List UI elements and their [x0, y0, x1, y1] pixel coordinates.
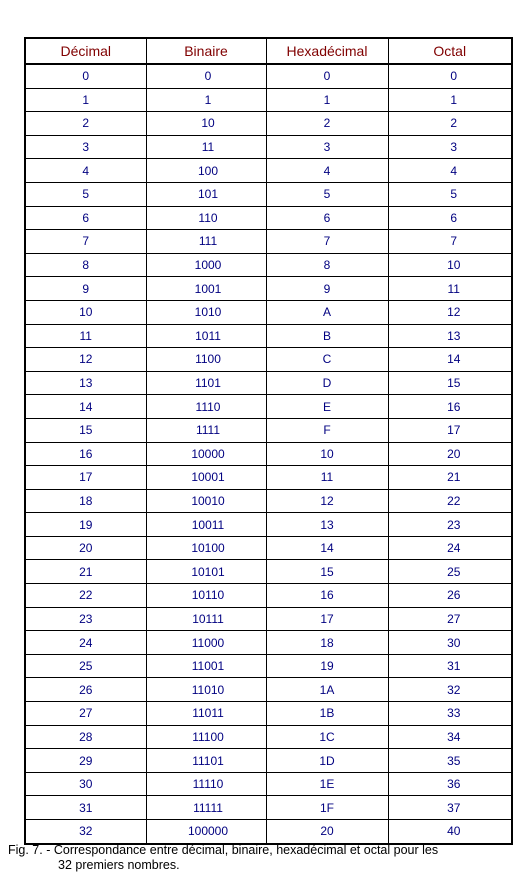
table-row: [25, 348, 512, 372]
binary-cell: 111: [146, 230, 266, 254]
binary-cell: 10110: [146, 584, 266, 608]
table-row: [25, 442, 512, 466]
binary-cell: 1101: [146, 371, 266, 395]
hexadecimal-cell: 14: [266, 536, 388, 560]
decimal-cell: 10: [25, 300, 146, 324]
hexadecimal-cell: 12: [266, 489, 388, 513]
octal-cell: 31: [388, 654, 512, 678]
table-row: [25, 725, 512, 749]
hexadecimal-cell: D: [266, 371, 388, 395]
binary-cell: 11010: [146, 678, 266, 702]
hexadecimal-cell: 7: [266, 230, 388, 254]
binary-cell: 101: [146, 182, 266, 206]
binary-cell: 100000: [146, 820, 266, 844]
decimal-cell: 8: [25, 253, 146, 277]
binary-cell: 11111: [146, 796, 266, 820]
binary-cell: 10011: [146, 513, 266, 537]
hexadecimal-cell: 4: [266, 159, 388, 183]
table-row: [25, 88, 512, 112]
hexadecimal-cell: 1D: [266, 749, 388, 773]
decimal-cell: 19: [25, 513, 146, 537]
table-row: [25, 182, 512, 206]
octal-cell: 10: [388, 253, 512, 277]
table-row: [25, 513, 512, 537]
decimal-cell: 3: [25, 135, 146, 159]
table-row: [25, 64, 512, 88]
binary-cell: 11110: [146, 772, 266, 796]
table-row: [25, 631, 512, 655]
binary-cell: 1010: [146, 300, 266, 324]
hexadecimal-cell: 0: [266, 64, 388, 88]
decimal-cell: 22: [25, 584, 146, 608]
decimal-cell: 24: [25, 631, 146, 655]
octal-cell: 3: [388, 135, 512, 159]
table-row: [25, 702, 512, 726]
binary-cell: 10111: [146, 607, 266, 631]
hexadecimal-cell: 1B: [266, 702, 388, 726]
table-row: [25, 418, 512, 442]
binary-cell: 1000: [146, 253, 266, 277]
hexadecimal-cell: E: [266, 395, 388, 419]
octal-cell: 36: [388, 772, 512, 796]
octal-cell: 40: [388, 820, 512, 844]
decimal-cell: 1: [25, 88, 146, 112]
octal-cell: 16: [388, 395, 512, 419]
table-row: [25, 253, 512, 277]
header-octal: Octal: [388, 38, 512, 64]
caption-line-2: 32 premiers nombres.: [58, 858, 180, 872]
header-binary: Binaire: [146, 38, 266, 64]
decimal-cell: 28: [25, 725, 146, 749]
hexadecimal-cell: 9: [266, 277, 388, 301]
hexadecimal-cell: 19: [266, 654, 388, 678]
binary-cell: 1: [146, 88, 266, 112]
octal-cell: 32: [388, 678, 512, 702]
table-row: [25, 749, 512, 773]
decimal-cell: 13: [25, 371, 146, 395]
header-row: [25, 38, 512, 64]
decimal-cell: 6: [25, 206, 146, 230]
octal-cell: 14: [388, 348, 512, 372]
table-row: [25, 135, 512, 159]
decimal-cell: 0: [25, 64, 146, 88]
octal-cell: 20: [388, 442, 512, 466]
binary-cell: 10010: [146, 489, 266, 513]
decimal-cell: 7: [25, 230, 146, 254]
octal-cell: 0: [388, 64, 512, 88]
binary-cell: 1110: [146, 395, 266, 419]
decimal-cell: 18: [25, 489, 146, 513]
decimal-cell: 21: [25, 560, 146, 584]
decimal-cell: 29: [25, 749, 146, 773]
octal-cell: 15: [388, 371, 512, 395]
binary-cell: 10001: [146, 466, 266, 490]
hexadecimal-cell: 8: [266, 253, 388, 277]
table-row: [25, 206, 512, 230]
hexadecimal-cell: F: [266, 418, 388, 442]
table-row: [25, 796, 512, 820]
conversion-table: [24, 37, 513, 845]
table-row: [25, 772, 512, 796]
hexadecimal-cell: 1E: [266, 772, 388, 796]
table-row: [25, 324, 512, 348]
hexadecimal-cell: B: [266, 324, 388, 348]
hexadecimal-cell: 3: [266, 135, 388, 159]
header-decimal: Décimal: [25, 38, 146, 64]
figure-caption: [8, 843, 513, 873]
hexadecimal-cell: 1C: [266, 725, 388, 749]
table-row: [25, 277, 512, 301]
decimal-cell: 12: [25, 348, 146, 372]
hexadecimal-cell: 1F: [266, 796, 388, 820]
binary-cell: 11101: [146, 749, 266, 773]
octal-cell: 17: [388, 418, 512, 442]
hexadecimal-cell: 11: [266, 466, 388, 490]
decimal-cell: 30: [25, 772, 146, 796]
decimal-cell: 25: [25, 654, 146, 678]
table-row: [25, 371, 512, 395]
octal-cell: 37: [388, 796, 512, 820]
table-row: [25, 300, 512, 324]
binary-cell: 10000: [146, 442, 266, 466]
hexadecimal-cell: 20: [266, 820, 388, 844]
hexadecimal-cell: 18: [266, 631, 388, 655]
decimal-cell: 16: [25, 442, 146, 466]
binary-cell: 11001: [146, 654, 266, 678]
decimal-cell: 5: [25, 182, 146, 206]
table-body: [25, 64, 512, 844]
table-row: [25, 820, 512, 844]
hexadecimal-cell: 13: [266, 513, 388, 537]
binary-cell: 1001: [146, 277, 266, 301]
table-row: [25, 584, 512, 608]
decimal-cell: 26: [25, 678, 146, 702]
table-row: [25, 466, 512, 490]
table-row: [25, 112, 512, 136]
octal-cell: 7: [388, 230, 512, 254]
decimal-cell: 2: [25, 112, 146, 136]
binary-cell: 100: [146, 159, 266, 183]
octal-cell: 11: [388, 277, 512, 301]
caption-line-1: Fig. 7. - Correspondance entre décimal, binaire, hexadécimal et octal pour les: [8, 843, 439, 857]
decimal-cell: 23: [25, 607, 146, 631]
octal-cell: 25: [388, 560, 512, 584]
binary-cell: 11011: [146, 702, 266, 726]
hexadecimal-cell: 2: [266, 112, 388, 136]
binary-cell: 10101: [146, 560, 266, 584]
octal-cell: 24: [388, 536, 512, 560]
header-hexadecimal: Hexadécimal: [266, 38, 388, 64]
binary-cell: 11000: [146, 631, 266, 655]
octal-cell: 22: [388, 489, 512, 513]
octal-cell: 6: [388, 206, 512, 230]
hexadecimal-cell: 1A: [266, 678, 388, 702]
binary-cell: 10100: [146, 536, 266, 560]
decimal-cell: 31: [25, 796, 146, 820]
octal-cell: 4: [388, 159, 512, 183]
hexadecimal-cell: 17: [266, 607, 388, 631]
octal-cell: 30: [388, 631, 512, 655]
octal-cell: 34: [388, 725, 512, 749]
decimal-cell: 32: [25, 820, 146, 844]
hexadecimal-cell: 6: [266, 206, 388, 230]
octal-cell: 21: [388, 466, 512, 490]
octal-cell: 12: [388, 300, 512, 324]
octal-cell: 5: [388, 182, 512, 206]
binary-cell: 1111: [146, 418, 266, 442]
table-row: [25, 489, 512, 513]
binary-cell: 0: [146, 64, 266, 88]
octal-cell: 33: [388, 702, 512, 726]
octal-cell: 35: [388, 749, 512, 773]
octal-cell: 13: [388, 324, 512, 348]
binary-cell: 1100: [146, 348, 266, 372]
decimal-cell: 15: [25, 418, 146, 442]
decimal-cell: 14: [25, 395, 146, 419]
hexadecimal-cell: 10: [266, 442, 388, 466]
octal-cell: 27: [388, 607, 512, 631]
decimal-cell: 9: [25, 277, 146, 301]
table-row: [25, 159, 512, 183]
decimal-cell: 4: [25, 159, 146, 183]
octal-cell: 1: [388, 88, 512, 112]
table-row: [25, 678, 512, 702]
binary-cell: 11100: [146, 725, 266, 749]
table-row: [25, 607, 512, 631]
hexadecimal-cell: 16: [266, 584, 388, 608]
binary-cell: 11: [146, 135, 266, 159]
decimal-cell: 27: [25, 702, 146, 726]
decimal-cell: 17: [25, 466, 146, 490]
table-row: [25, 654, 512, 678]
table-row: [25, 230, 512, 254]
hexadecimal-cell: 1: [266, 88, 388, 112]
binary-cell: 1011: [146, 324, 266, 348]
binary-cell: 110: [146, 206, 266, 230]
hexadecimal-cell: 15: [266, 560, 388, 584]
octal-cell: 26: [388, 584, 512, 608]
octal-cell: 2: [388, 112, 512, 136]
decimal-cell: 20: [25, 536, 146, 560]
hexadecimal-cell: 5: [266, 182, 388, 206]
hexadecimal-cell: C: [266, 348, 388, 372]
decimal-cell: 11: [25, 324, 146, 348]
table-row: [25, 395, 512, 419]
octal-cell: 23: [388, 513, 512, 537]
table-row: [25, 560, 512, 584]
binary-cell: 10: [146, 112, 266, 136]
hexadecimal-cell: A: [266, 300, 388, 324]
table-row: [25, 536, 512, 560]
